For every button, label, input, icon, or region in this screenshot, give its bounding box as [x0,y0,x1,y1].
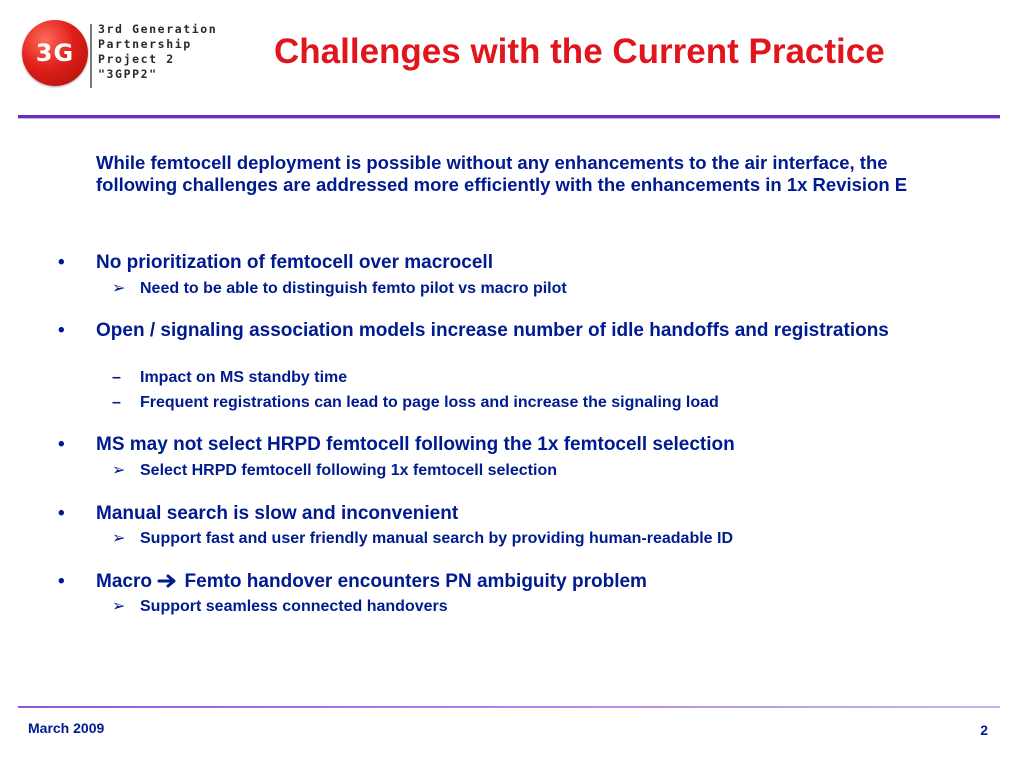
bullet-mark: • [58,252,65,273]
sub-bullet-text: Impact on MS standby time [140,369,348,386]
3gpp2-logo [22,18,242,90]
dash-bullet-icon: – [112,394,121,411]
logo-line: Project 2 [98,52,175,66]
intro-paragraph: While femtocell deployment is possible without any enhancements to the air interface, the following challenges are addressed more efficiently with the enhancements in 1x Revision E [96,152,908,195]
logo-badge-text: 3G [35,39,75,67]
logo-divider [90,24,92,88]
dash-bullet-icon: – [112,369,121,386]
page-number: 2 [980,722,988,738]
bullet-text: Open / signaling association models increase number of idle handoffs and registrations [96,320,889,341]
logo-badge [22,20,88,86]
bullet-text: Manual search is slow and inconvenient [96,503,459,524]
bullet-text [96,571,936,594]
bullet-text-end: Femto handover encounters PN ambiguity problem [184,571,647,592]
sub-bullet-text: Support fast and user friendly manual search by providing human-readable ID [140,530,734,547]
logo-line: "3GPP2" [98,67,158,81]
sub-bullet-text: Frequent registrations can lead to page loss and increase the signaling load [140,394,719,411]
right-arrow-icon [157,573,179,589]
title-divider [18,115,1000,118]
bullet-mark: • [58,320,65,341]
sub-bullet-text: Support seamless connected handovers [140,598,448,615]
logo-text [98,22,217,82]
arrowhead-bullet-icon: ➢ [112,530,126,547]
arrowhead-bullet-icon: ➢ [112,280,126,297]
sub-bullet-text: Select HRPD femtocell following 1x femtocell selection [140,462,557,479]
logo-line: Partnership [98,37,192,51]
bullet-text: No prioritization of femtocell over macrocell [96,252,493,273]
bullet-text-start: Macro [96,571,152,592]
bullet-text: MS may not select HRPD femtocell following the 1x femtocell selection [96,434,735,455]
arrowhead-bullet-icon: ➢ [112,462,126,479]
bullet-mark: • [58,503,65,524]
sub-bullet-text: Need to be able to distinguish femto pilot vs macro pilot [140,280,567,297]
footer-date: March 2009 [28,720,105,736]
slide-title: Challenges with the Current Practice [274,32,885,71]
bullet-mark: • [58,434,65,455]
arrowhead-bullet-icon: ➢ [112,598,126,615]
footer-divider [18,706,1000,708]
bullet-mark: • [58,571,65,592]
logo-line: 3rd Generation [98,22,218,36]
